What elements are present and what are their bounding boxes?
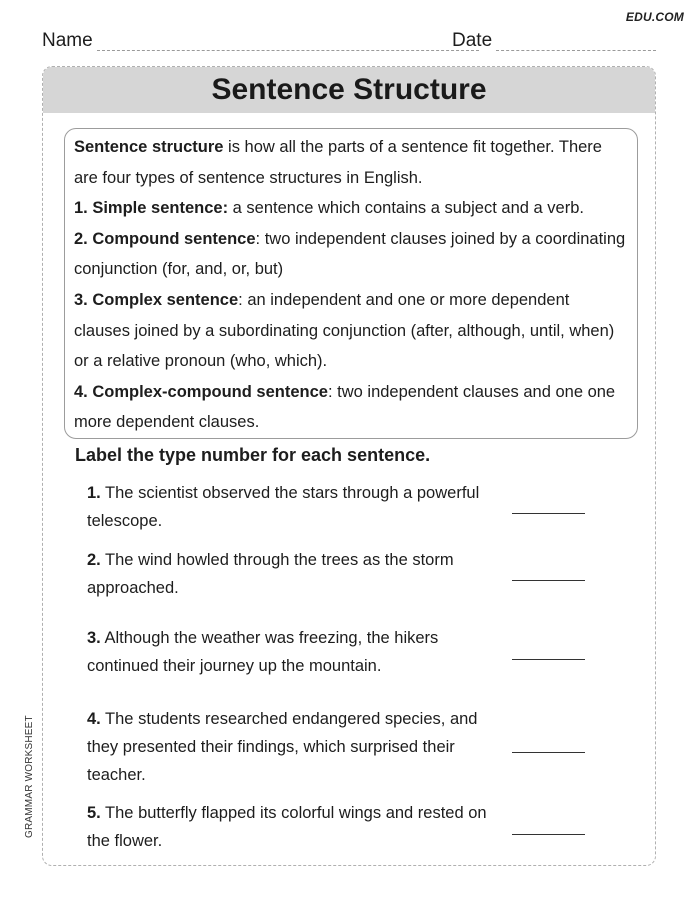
question-number: 2. bbox=[87, 551, 101, 569]
worksheet-side-label: GRAMMAR WORKSHEET bbox=[24, 715, 35, 838]
question-3 bbox=[87, 624, 507, 680]
type-2-text: : two independent clauses joined by a coordinating conjunction (for, and, or, but) bbox=[74, 229, 626, 279]
answer-blank-4[interactable] bbox=[512, 752, 585, 753]
intro-text: is how all the parts of a sentence fit together. There are four types of sentence structures in English. bbox=[74, 138, 602, 187]
page-title: Sentence Structure bbox=[211, 73, 487, 106]
date-field[interactable] bbox=[496, 50, 656, 51]
type-2 bbox=[74, 224, 629, 285]
question-2 bbox=[87, 546, 507, 602]
question-text: The students researched endangered species, and they presented their findings, which surprised their teacher. bbox=[87, 710, 478, 784]
answer-blank-5[interactable] bbox=[512, 834, 585, 835]
intro-paragraph bbox=[74, 132, 629, 193]
type-3-label: 3. Complex sentence bbox=[74, 290, 239, 309]
intro-term: Sentence structure bbox=[74, 138, 224, 156]
type-3 bbox=[74, 285, 629, 377]
type-4 bbox=[74, 377, 629, 438]
question-text: The wind howled through the trees as the storm approached. bbox=[87, 551, 454, 597]
question-1 bbox=[87, 479, 507, 535]
instruction-heading: Label the type number for each sentence. bbox=[75, 445, 431, 465]
question-number: 4. bbox=[87, 710, 101, 728]
type-4-text: : two independent clauses and one one more dependent clauses. bbox=[74, 382, 616, 432]
worksheet-panel bbox=[42, 66, 656, 866]
question-number: 5. bbox=[87, 804, 101, 822]
answer-blank-2[interactable] bbox=[512, 580, 585, 581]
answer-blank-3[interactable] bbox=[512, 659, 585, 660]
answer-blank-1[interactable] bbox=[512, 513, 585, 514]
type-1 bbox=[74, 193, 629, 224]
question-number: 1. bbox=[87, 484, 101, 502]
definition-box bbox=[64, 128, 638, 439]
question-text: The scientist observed the stars through a powerful telescope. bbox=[87, 484, 480, 530]
question-text: Although the weather was freezing, the hikers continued their journey up the mountain. bbox=[87, 629, 439, 675]
type-3-text: : an independent and one or more dependent clauses joined by a subordinating conjunction (after, although, until, when) or a relative pronoun (who, which). bbox=[74, 290, 615, 371]
brand-logo: EDU.COM bbox=[625, 10, 684, 24]
question-5 bbox=[87, 799, 507, 855]
name-label: Name bbox=[42, 30, 93, 51]
question-number: 3. bbox=[87, 629, 101, 647]
name-date-row bbox=[42, 31, 656, 53]
type-4-label: 4. Complex-compound sentence bbox=[74, 382, 328, 401]
question-4 bbox=[87, 705, 507, 789]
question-text: The butterfly flapped its colorful wings and rested on the flower. bbox=[87, 804, 487, 850]
type-1-text: a sentence which contains a subject and a verb. bbox=[228, 199, 584, 218]
date-label: Date bbox=[452, 30, 493, 51]
type-2-label: 2. Compound sentence bbox=[74, 229, 256, 248]
title-bar bbox=[43, 67, 655, 113]
name-field[interactable] bbox=[97, 50, 479, 51]
type-1-label: 1. Simple sentence: bbox=[74, 199, 229, 218]
